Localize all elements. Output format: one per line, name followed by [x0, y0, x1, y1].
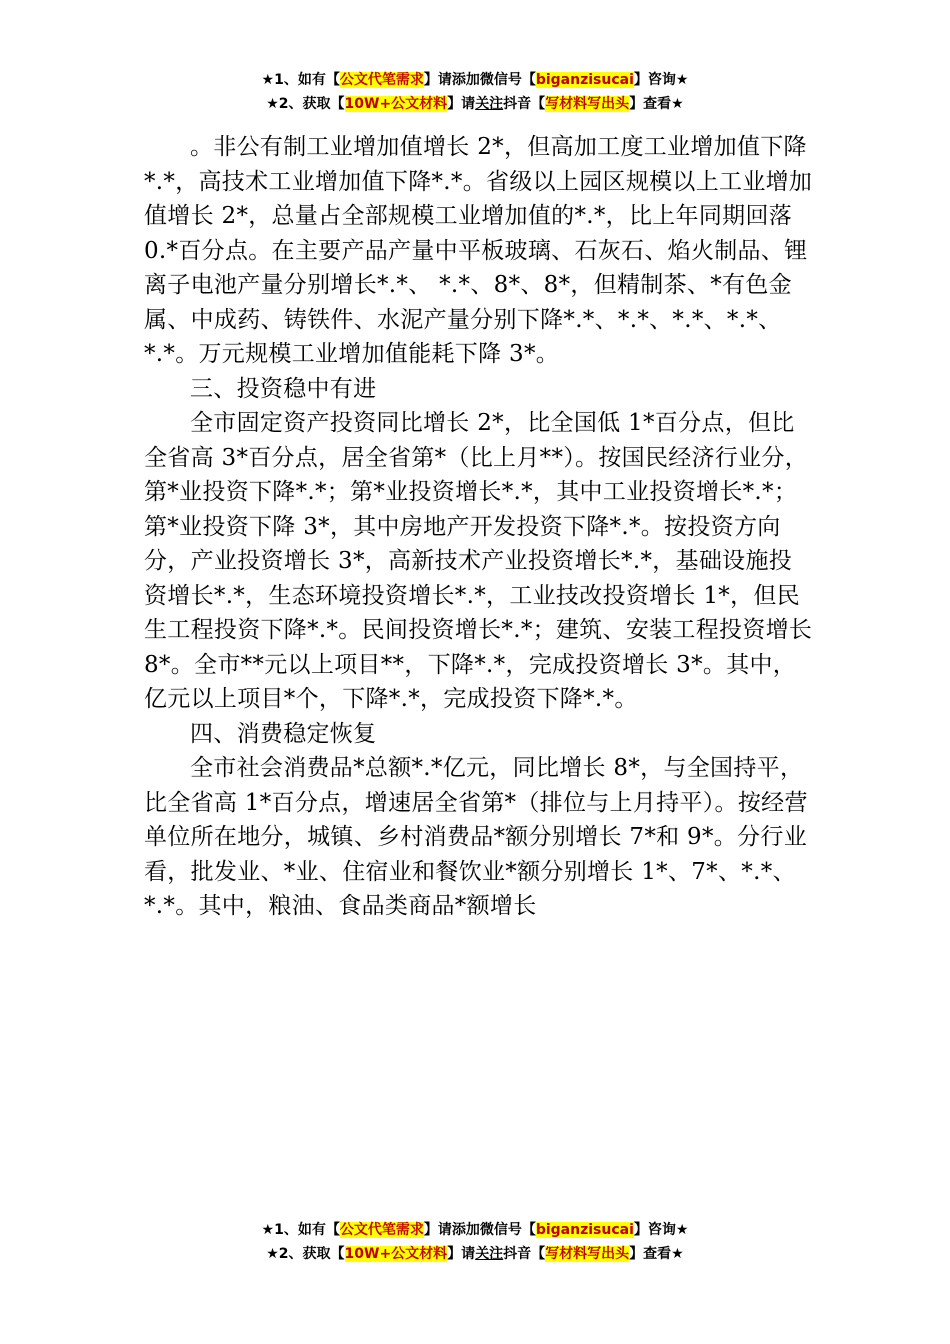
banner-highlight: 公文代笔需求	[339, 72, 424, 88]
banner-text: 】咨询★	[633, 1222, 689, 1238]
banner-line-2	[0, 92, 950, 116]
banner-underlined: 关注	[475, 96, 504, 112]
top-banner	[0, 68, 950, 116]
banner-text: 】请	[447, 96, 476, 112]
banner-underlined: 关注	[475, 1246, 504, 1262]
heading-consumption: 四、消费稳定恢复	[190, 720, 377, 747]
banner-text: 抖音【	[503, 96, 546, 112]
banner-text: 抖音【	[503, 1246, 546, 1262]
banner-highlight: 10W+公文材料	[344, 1246, 448, 1262]
banner-line-1	[0, 1218, 950, 1242]
bottom-banner	[0, 1218, 950, 1266]
banner-highlight-douyin: 写材料写出头	[545, 1246, 630, 1262]
banner-text: ★2、获取【	[266, 1246, 345, 1262]
banner-text: 】请	[447, 1246, 476, 1262]
banner-line-2	[0, 1242, 950, 1266]
banner-text: ★1、如有【	[261, 72, 340, 88]
banner-text: 】请添加微信号【	[423, 72, 536, 88]
banner-text: 】请添加微信号【	[423, 1222, 536, 1238]
document-body	[144, 130, 814, 924]
banner-text: 】查看★	[629, 1246, 684, 1262]
paragraph-consumption: 全市社会消费品*总额*.*亿元，同比增长 8*，与全国持平，比全省高 1*百分点，增速居全省第*（排位与上月持平）。按经营单位所在地分，城镇、乡村消费品*额分别增长 7*和 9*。分行业看，批发业、*业、住宿业和餐饮业*额分别增长 1*、7*、*.*、*.*。其中，粮油、食品类商品*额增长	[144, 755, 808, 919]
banner-text: ★1、如有【	[261, 1222, 340, 1238]
banner-highlight: 10W+公文材料	[344, 96, 448, 112]
banner-line-1	[0, 68, 950, 92]
banner-highlight-wechat: biganzisucai	[535, 72, 634, 88]
banner-highlight-douyin: 写材料写出头	[545, 96, 630, 112]
paragraph-industry: 。非公有制工业增加值增长 2*，但高加工度工业增加值下降*.*，高技术工业增加值下降*.*。省级以上园区规模以上工业增加值增长 2*，总量占全部规模工业增加值的*.*，比上年同期回落 0.*百分点。在主要产品产量中平板玻璃、石灰石、焰火制品、锂离子电池产量分别增长*.*、 *.*、8*、8*，但精制茶、*有色金属、中成药、铸铁件、水泥产量分别下降*.*、*.*、*.*、*.*、*.*。万元规模工业增加值能耗下降 3*。	[144, 134, 813, 367]
banner-text: 】查看★	[629, 96, 684, 112]
banner-text: ★2、获取【	[266, 96, 345, 112]
heading-investment: 三、投资稳中有进	[190, 375, 377, 402]
paragraph-investment: 全市固定资产投资同比增长 2*，比全国低 1*百分点，但比全省高 3*百分点，居全省第*（比上月**）。按国民经济行业分，第*业投资下降*.*；第*业投资增长*.*，其中工业投资增长*.*；第*业投资下降 3*，其中房地产开发投资下降*.*。按投资方向分，产业投资增长 3*，高新技术产业投资增长*.*，基础设施投资增长*.*，生态环境投资增长*.*，工业技改投资增长 1*，但民生工程投资下降*.*。民间投资增长*.*；建筑、安装工程投资增长 8*。全市**元以上项目**，下降*.*，完成投资增长 3*。其中，亿元以上项目*个，下降*.*，完成投资下降*.*。	[144, 410, 813, 712]
banner-highlight-wechat: biganzisucai	[535, 1222, 634, 1238]
banner-highlight: 公文代笔需求	[339, 1222, 424, 1238]
banner-text: 】咨询★	[633, 72, 689, 88]
